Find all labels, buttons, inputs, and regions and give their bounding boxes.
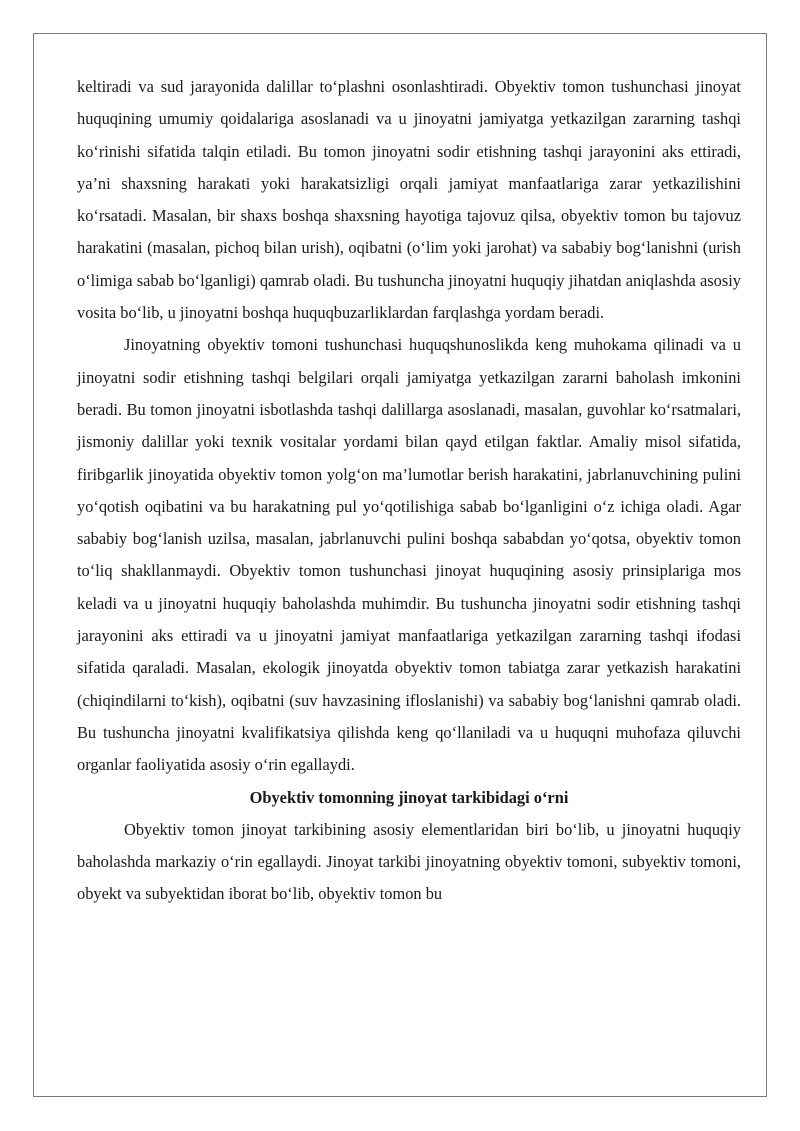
paragraph-crime-composition: Obyektiv tomon jinoyat tarkibining asosiy elementlaridan biri bo‘lib, u jinoyatni huquqiy baholashda markaziy o‘rin egallaydi. Jinoyat tarkibi jinoyatning obyektiv tomoni, subyektiv tomoni, obyekt va subyektidan iborat bo‘lib, obyektiv tomon bu [77,819,741,904]
paragraph-objective-side-concept: Jinoyatning obyektiv tomoni tushunchasi huquqshunoslikda keng muhokama qilinadi va u jinoyatni sodir etishning tashqi belgilari orqali jamiyatga yetkazilgan zararni baholash imkonini beradi. Bu tomon jinoyatni isbotlashda tashqi dalillarga asoslanadi, masalan, guvohlar ko‘rsatmalari, jismoniy dalillar yoki texnik vositalar yordami bilan qayd etilgan faktlar. Amaliy misol sifatida, firibgarlik jinoyatida obyektiv tomon yolg‘on ma’lumotlar berish harakatini, jabrlanuvchining pulini yo‘qotish oqibatini va bu harakatning pul yo‘qotilishiga sabab bo‘lganligini o‘z ichiga oladi. Agar sababiy bog‘lanish uzilsa, masalan, jabrlanuvchi pulini boshqa sababdan yo‘qotsa, obyektiv tomon to‘liq shakllanmaydi. Obyektiv tomon tushunchasi jinoyat huquqining asosiy prinsiplariga mos keladi va u jinoyatni huquqiy baholashda muhimdir. Bu tushuncha jinoyatni sodir etishning tashqi jarayonini aks ettiradi va u jinoyatni jamiyat manfaatlariga yetkazilgan zararning tashqi ifodasi sifatida qaraladi. Masalan, ekologik jinoyatda obyektiv tomon tabiatga zarar yetkazish harakatini (chiqindilarni to‘kish), oqibatni (suv havzasining ifloslanishi) va sababiy bog‘lanishni qamrab oladi. Bu tushuncha jinoyatni kvalifikatsiya qilishda keng qo‘llaniladi va u huquqni muhofaza qiluvchi organlar faoliyatida asosiy o‘rin egallaydi. [77,335,741,775]
document-body [77,71,741,911]
section-heading: Obyektiv tomonning jinoyat tarkibidagi o‘rni [249,787,569,807]
paragraph-continuation: keltiradi va sud jarayonida dalillar to‘plashni osonlashtiradi. Obyektiv tomon tushunchasi jinoyat huquqining umumiy qoidalariga asoslanadi va u jinoyatni jamiyatga yetkazilgan zararning tashqi ko‘rinishi sifatida talqin etiladi. Bu tomon jinoyatni sodir etishning tashqi jarayonini aks ettiradi, ya’ni shaxsning harakati yoki harakatsizligi orqali jamiyat manfaatlariga zarar yetkazilishini ko‘rsatadi. Masalan, bir shaxs boshqa shaxsning hayotiga tajovuz qilsa, obyektiv tomon bu tajovuz harakatini (masalan, pichoq bilan urish), oqibatni (o‘lim yoki jarohat) va sababiy bog‘lanishni (urish o‘limiga sabab bo‘lganligi) qamrab oladi. Bu tushuncha jinoyatni huquqiy jihatdan aniqlashda asosiy vosita bo‘lib, u jinoyatni boshqa huquqbuzarliklardan farqlashga yordam beradi. [77,77,741,323]
